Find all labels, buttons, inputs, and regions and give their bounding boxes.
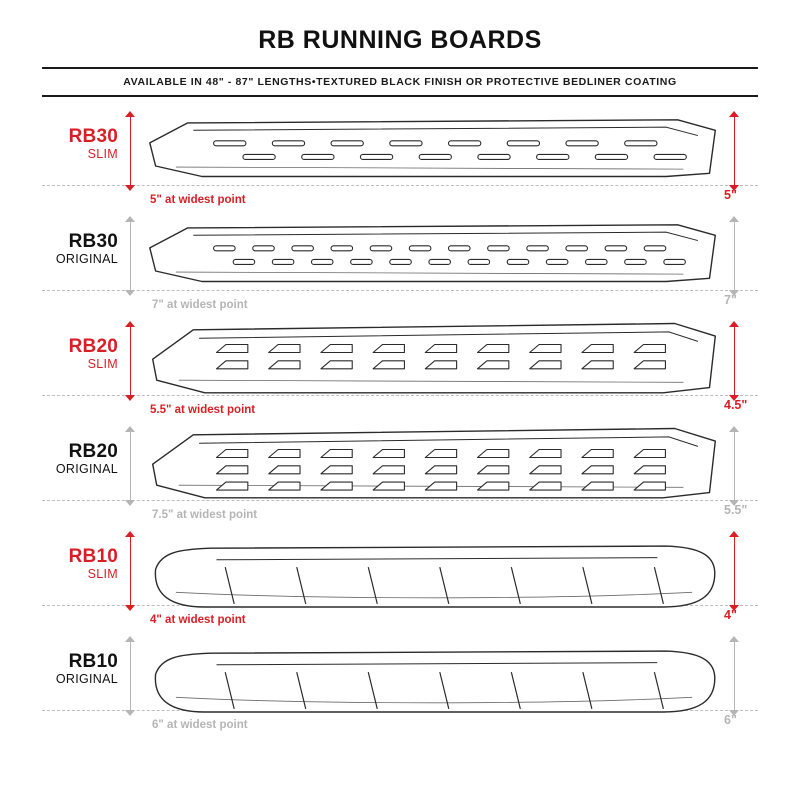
board-row: [42, 523, 758, 628]
width-measure-label: 6" at widest point: [152, 719, 248, 731]
model-label-group: [42, 628, 118, 733]
width-measure-label: 5" at widest point: [150, 194, 246, 206]
board-row: [42, 208, 758, 313]
arrow-head-down-icon: [125, 395, 135, 401]
height-dimension-arrow-right: [724, 313, 758, 418]
height-dimension-arrow-left: [118, 628, 144, 733]
board-row: [42, 418, 758, 523]
dimension-line: [734, 536, 735, 606]
width-measure-label: 7" at widest point: [152, 299, 248, 311]
height-dimension-arrow-left: [118, 418, 144, 523]
board-illustration: [144, 313, 724, 418]
model-name: RB30: [68, 231, 118, 253]
board-illustration: [144, 628, 724, 733]
arrow-head-down-icon: [125, 605, 135, 611]
arrow-head-down-icon: [125, 290, 135, 296]
board-row: [42, 103, 758, 208]
model-variant: SLIM: [87, 567, 118, 582]
arrow-head-down-icon: [125, 500, 135, 506]
height-measure-label: 7": [724, 293, 737, 307]
arrow-head-down-icon: [125, 185, 135, 191]
model-variant: ORIGINAL: [55, 252, 118, 267]
model-name: RB30: [68, 126, 118, 148]
model-label-group: [42, 313, 118, 418]
height-dimension-arrow-left: [118, 208, 144, 313]
board-row: [42, 628, 758, 733]
model-name: RB10: [68, 651, 118, 673]
model-name: RB20: [68, 336, 118, 358]
width-measure-label: 5.5" at widest point: [150, 404, 256, 416]
header-subtitle: [42, 69, 758, 97]
dimension-line: [130, 221, 131, 291]
board-illustration: [144, 208, 724, 313]
height-measure-label: 4": [724, 608, 737, 622]
subtitle-lengths: AVAILABLE IN 48" - 87" LENGTHS: [123, 76, 312, 88]
width-measure-label: 7.5" at widest point: [152, 509, 258, 521]
model-variant: SLIM: [87, 357, 118, 372]
height-dimension-arrow-right: [724, 208, 758, 313]
board-row: [42, 313, 758, 418]
model-label-group: [42, 418, 118, 523]
dimension-line: [130, 431, 131, 501]
height-dimension-arrow-right: [724, 418, 758, 523]
board-illustration: [144, 523, 724, 628]
dimension-line: [734, 326, 735, 396]
dimension-line: [734, 116, 735, 186]
page-title: RB RUNNING BOARDS: [258, 26, 542, 54]
model-name: RB20: [68, 441, 118, 463]
width-measure-label: 4" at widest point: [150, 614, 246, 626]
height-dimension-arrow-right: [724, 523, 758, 628]
board-illustration: [144, 418, 724, 523]
model-variant: ORIGINAL: [55, 672, 118, 687]
height-measure-label: 6": [724, 713, 737, 727]
height-measure-label: 5.5": [724, 503, 748, 517]
height-dimension-arrow-right: [724, 103, 758, 208]
model-label-group: [42, 208, 118, 313]
board-illustration: [144, 103, 724, 208]
dimension-line: [734, 221, 735, 291]
arrow-head-down-icon: [125, 710, 135, 716]
model-label-group: [42, 103, 118, 208]
model-label-group: [42, 523, 118, 628]
subtitle-separator-icon: •: [311, 76, 317, 88]
height-dimension-arrow-left: [118, 103, 144, 208]
height-dimension-arrow-left: [118, 313, 144, 418]
dimension-line: [734, 641, 735, 711]
height-measure-label: 5": [724, 188, 737, 202]
board-rows: [0, 103, 800, 733]
dimension-line: [130, 641, 131, 711]
model-variant: SLIM: [87, 147, 118, 162]
height-measure-label: 4.5": [724, 398, 748, 412]
model-variant: ORIGINAL: [55, 462, 118, 477]
height-dimension-arrow-right: [724, 628, 758, 733]
model-name: RB10: [68, 546, 118, 568]
dimension-line: [734, 431, 735, 501]
height-dimension-arrow-left: [118, 523, 144, 628]
page-header: [0, 0, 800, 97]
dimension-line: [130, 116, 131, 186]
dimension-line: [130, 536, 131, 606]
dimension-line: [130, 326, 131, 396]
subtitle-finish: TEXTURED BLACK FINISH OR PROTECTIVE BEDLINER COATING: [316, 76, 677, 88]
